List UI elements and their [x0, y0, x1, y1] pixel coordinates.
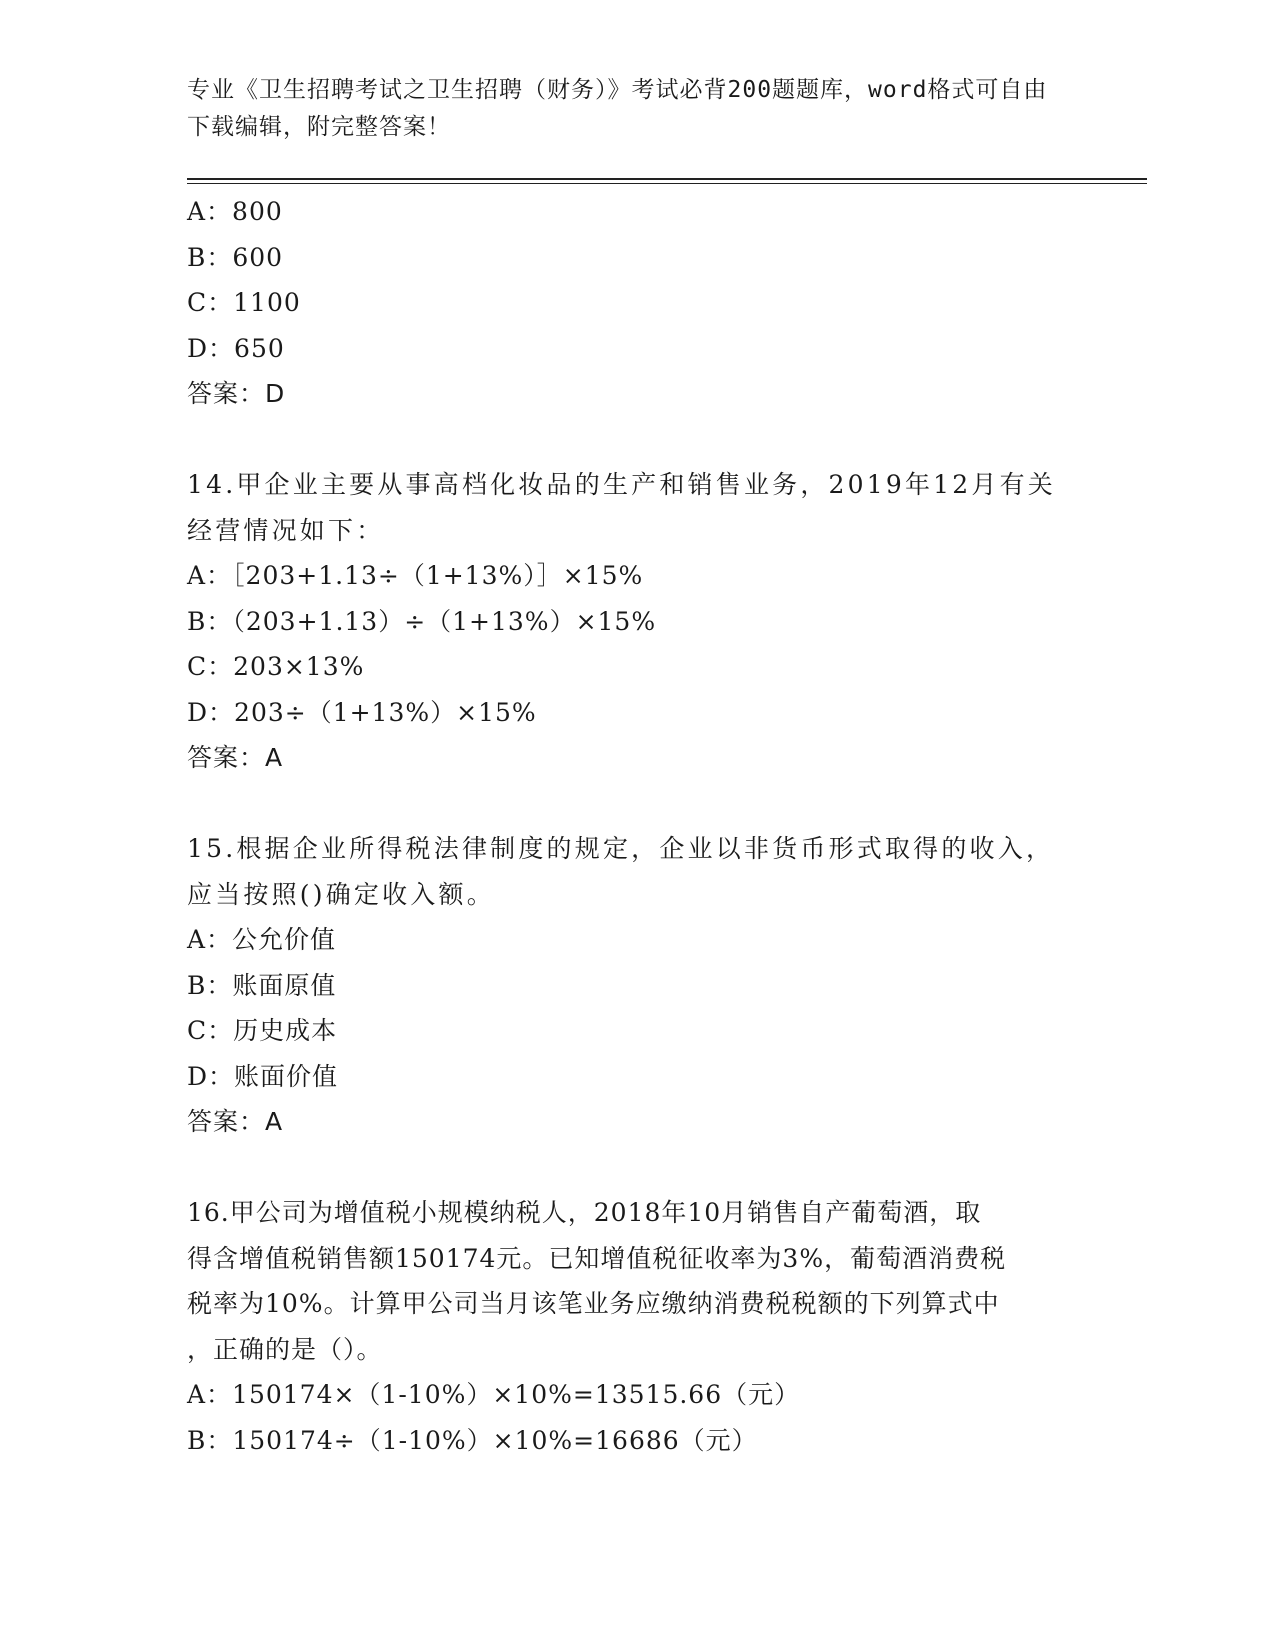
- answer-line: 答案：D: [187, 379, 286, 408]
- option-d: D：账面价值: [187, 1061, 339, 1091]
- option-a: A：［203+1.13÷（1+13%）］×15%: [187, 561, 644, 590]
- header-divider-thin: [187, 183, 1147, 184]
- option-b: B：600: [187, 242, 284, 272]
- option-d: D：203÷（1+13%）×15%: [187, 697, 537, 727]
- question-text-line: 得含增值税销售额150174元。已知增值税征收率为3%，葡萄酒消费税: [187, 1243, 1007, 1273]
- question-list: [187, 189, 1087, 1463]
- option-c: C：1100: [187, 288, 301, 317]
- option-b: B：150174÷（1-10%）×10%=16686（元）: [187, 1425, 758, 1455]
- answer-line: 答案：A: [187, 743, 284, 772]
- option-d: D：650: [187, 333, 285, 363]
- question-text: 14.甲企业主要从事高档化妆品的生产和销售业务，2019年12月有关经营情况如下：: [187, 470, 1056, 545]
- question-14: [187, 462, 1087, 781]
- option-c: C：203×13%: [187, 652, 365, 681]
- question-16: [187, 1190, 1087, 1463]
- option-c: C：历史成本: [187, 1016, 338, 1045]
- question-15: [187, 826, 1087, 1145]
- option-a: A：公允价值: [187, 925, 337, 954]
- option-b: B：（203+1.13）÷（1+13%）×15%: [187, 606, 657, 636]
- option-a: A：150174×（1-10%）×10%=13515.66（元）: [187, 1380, 801, 1409]
- option-b: B：账面原值: [187, 970, 337, 1000]
- question-13: [187, 189, 1087, 417]
- option-a: A：800: [187, 197, 283, 226]
- header-divider: [187, 178, 1147, 180]
- question-text: 15.根据企业所得税法律制度的规定，企业以非货币形式取得的收入，应当按照()确定收入额。: [187, 834, 1055, 909]
- answer-line: 答案：A: [187, 1107, 284, 1136]
- question-text-line: ，正确的是（）。: [187, 1334, 383, 1364]
- document-header: 专业《卫生招聘考试之卫生招聘（财务）》考试必背200题题库，word格式可自由下载编辑，附完整答案！: [187, 77, 1048, 140]
- question-text-line: 16.甲公司为增值税小规模纳税人，2018年10月销售自产葡萄酒，取: [187, 1198, 982, 1227]
- question-text-line: 税率为10%。计算甲公司当月该笔业务应缴纳消费税税额的下列算式中: [187, 1289, 1000, 1318]
